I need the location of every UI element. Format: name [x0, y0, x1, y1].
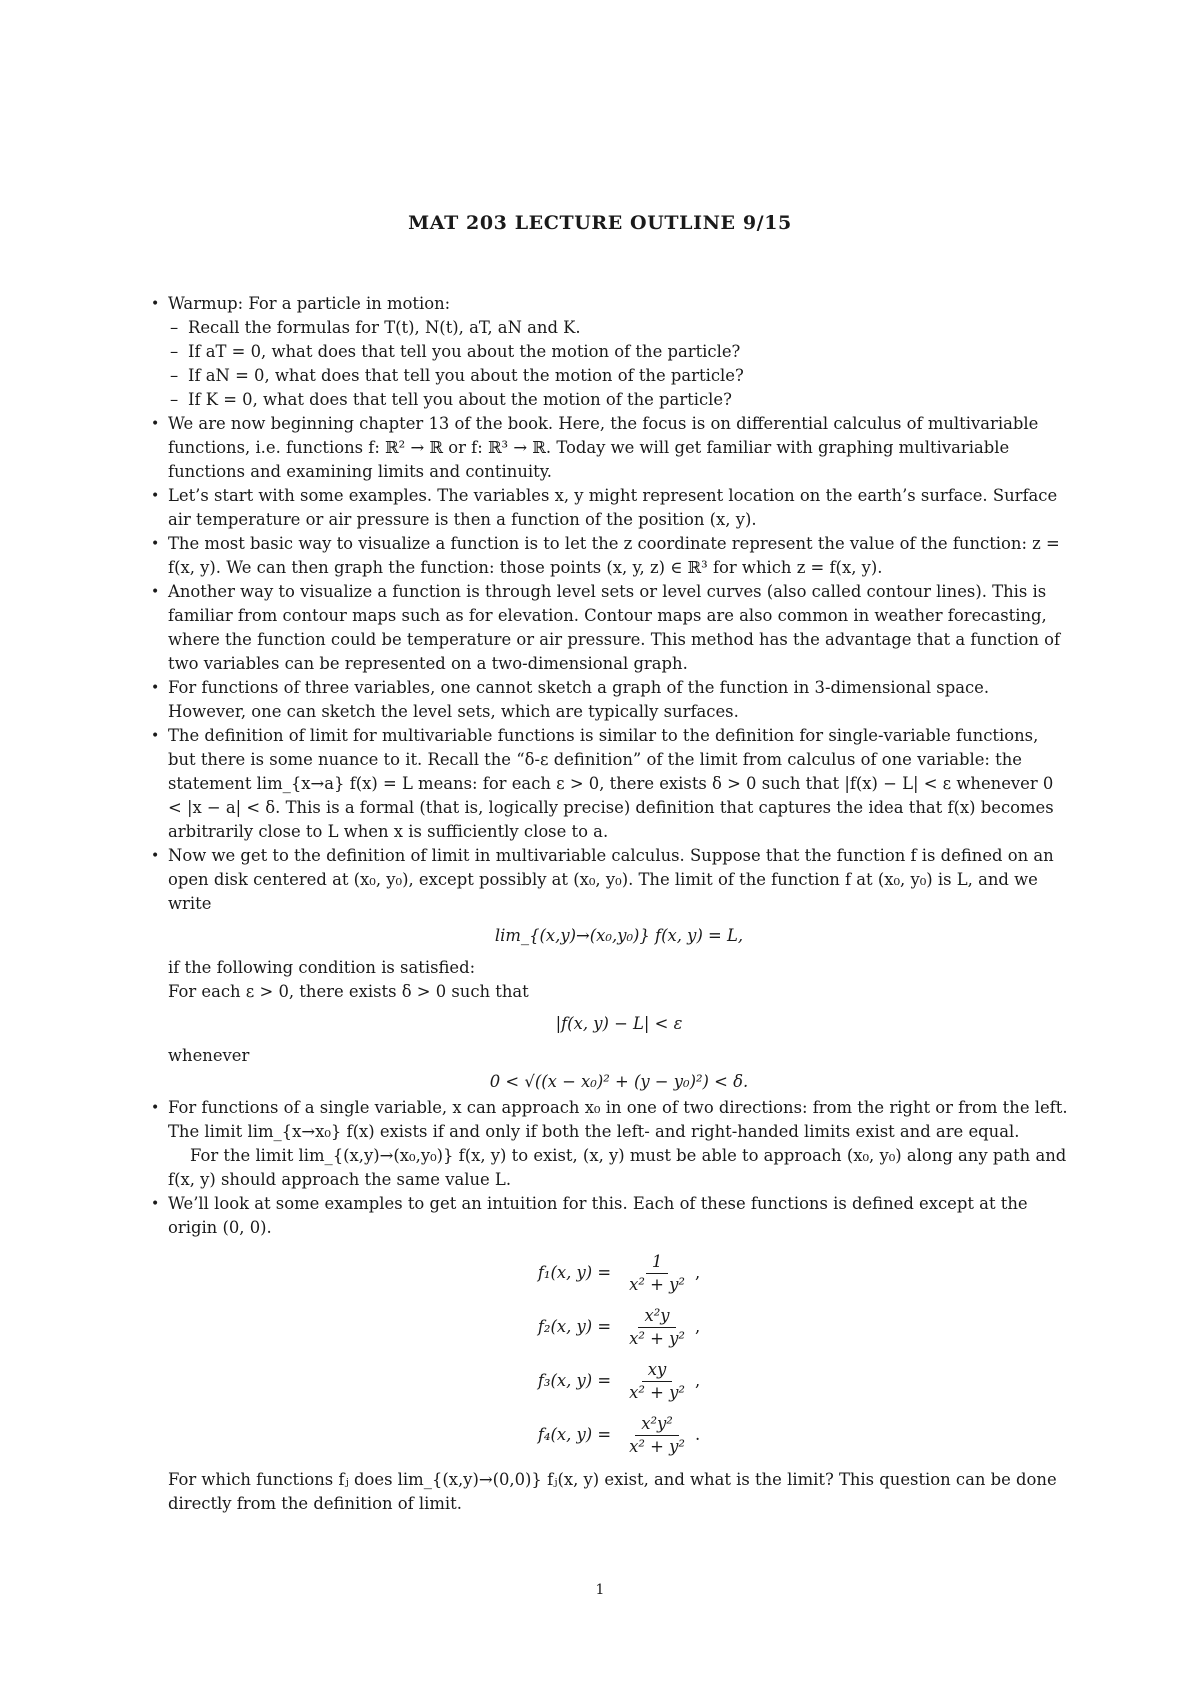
function-row: f₁(x, y) = $\frac{1}{\text{x² + y²}}$ ,	[537, 1251, 701, 1294]
sublist-item: – If aT = 0, what does that tell you about the motion of the particle?	[188, 340, 1070, 364]
example-functions	[168, 1246, 1070, 1462]
numerator: x²y²	[635, 1413, 679, 1436]
list-item	[151, 1096, 1070, 1192]
denominator: x² + y²	[629, 1382, 685, 1402]
numerator: x²y	[638, 1305, 675, 1328]
denominator: x² + y²	[629, 1328, 685, 1348]
denominator: x² + y²	[629, 1436, 685, 1456]
list-item	[151, 292, 1070, 412]
bullet-icon: •	[151, 584, 160, 600]
inequality-epsilon: |f(x, y) − L| < ε	[555, 1014, 683, 1033]
condition-text: For each ε > 0, there exists δ > 0 such that	[168, 982, 529, 1001]
bullet-icon: •	[151, 680, 160, 696]
function-name: f₃(x, y) =	[537, 1371, 612, 1390]
page-title: MAT 203 LECTURE OUTLINE 9/15	[408, 212, 792, 234]
function-row: f₄(x, y) = $\frac{\text{x²y²}}{\text{x² + y²}}$ .	[537, 1413, 701, 1456]
warmup-sublist	[168, 316, 1070, 412]
denominator: x² + y²	[629, 1274, 685, 1294]
bullet-icon: •	[151, 536, 160, 552]
list-item	[151, 412, 1070, 484]
page-number: 1	[595, 1582, 605, 1598]
function-row: f₃(x, y) = $\frac{xy}{\text{x² + y²}}$ ,	[537, 1359, 701, 1402]
list-item	[151, 1192, 1070, 1240]
list-item	[151, 724, 1070, 844]
sublist-item: – Recall the formulas for T(t), N(t), aT, aN and K.	[188, 316, 1070, 340]
item-text: We are now beginning chapter 13 of the book. Here, the focus is on differential calculus of multivariable functions, i.e. functions f: ℝ² → ℝ or f: ℝ³ → ℝ. Today we will get familiar with graphing multivariable functions and examining limits and continuity.	[168, 414, 1039, 481]
bullet-icon: •	[151, 488, 160, 504]
function-name: f₁(x, y) =	[537, 1263, 612, 1282]
function-row: f₂(x, y) = $\frac{\text{x²y}}{\text{x² + y²}}$ ,	[537, 1305, 701, 1348]
bullet-icon: •	[151, 728, 160, 744]
fraction	[623, 1305, 691, 1350]
function-name: f₂(x, y) =	[537, 1317, 612, 1336]
item-text: We’ll look at some examples to get an intuition for this. Each of these functions is defined except at the origin (0, 0).	[168, 1194, 1028, 1237]
list-item	[151, 484, 1070, 532]
item-text: Another way to visualize a function is through level sets or level curves (also called contour lines). This is familiar from contour maps such as for elevation. Contour maps are also common in weather forecasting, where the function could be temperature or air pressure. This method has the advantage that a function of two variables can be represented on a two-dimensional graph.	[168, 582, 1061, 673]
item-text: The definition of limit for multivariable functions is similar to the definition for single-variable functions, but there is some nuance to it. Recall the “δ-ε definition” of the limit from calculus of one variable: the statement lim_{x→a} f(x) = L means: for each ε > 0, there exists δ > 0 such that |f(x) − L| < ε whenever 0 < |x − a| < δ. This is a formal (that is, logically precise) definition that captures the idea that f(x) becomes arbitrarily close to L when x is sufficiently close to a.	[168, 726, 1054, 841]
item-text: Warmup: For a particle in motion:	[168, 294, 451, 313]
numerator: xy	[642, 1359, 673, 1382]
item-text: Now we get to the definition of limit in multivariable calculus. Suppose that the function f is defined on an open disk centered at (x₀, y₀), except possibly at (x₀, y₀). The limit of the function f at (x₀, y₀) is L, and we write	[168, 846, 1054, 913]
fraction	[623, 1251, 691, 1296]
whenever-text: whenever	[168, 1046, 250, 1065]
item-text: For functions of three variables, one cannot sketch a graph of the function in 3-dimensional space. However, one can sketch the level sets, which are typically surfaces.	[168, 678, 990, 721]
item-text: For functions of a single variable, x can approach x₀ in one of two directions: from the right or from the left. The limit lim_{x→x₀} f(x) exists if and only if both the left- and right-handed limits exist and are equal.	[168, 1098, 1068, 1141]
sublist-item: – If K = 0, what does that tell you about the motion of the particle?	[188, 388, 1070, 412]
bullet-list	[151, 292, 1070, 1240]
dash-icon: –	[170, 318, 179, 337]
main-content	[151, 292, 1070, 1516]
limit-equation: lim_{(x,y)→(x₀,y₀)} f(x, y) = L,	[494, 926, 744, 945]
dash-icon: –	[170, 342, 179, 361]
bullet-icon: •	[151, 1100, 160, 1116]
bullet-icon: •	[151, 1196, 160, 1212]
list-item	[151, 532, 1070, 580]
inequality-delta: 0 < √((x − x₀)² + (y − y₀)²) < δ.	[489, 1072, 749, 1091]
condition-intro: if the following condition is satisfied:	[168, 958, 476, 977]
path-paragraph: For the limit lim_{(x,y)→(x₀,y₀)} f(x, y) to exist, (x, y) must be able to approach (x₀, y₀) along any path and f(x, y) should approach the same value L.	[168, 1146, 1067, 1189]
dash-icon: –	[170, 390, 179, 409]
bullet-icon: •	[151, 296, 160, 312]
dash-icon: –	[170, 366, 179, 385]
numerator: 1	[646, 1251, 668, 1274]
list-item	[151, 676, 1070, 724]
closing-paragraph: For which functions fⱼ does lim_{(x,y)→(0,0)} fⱼ(x, y) exist, and what is the limit? This question can be done directly from the definition of limit.	[168, 1470, 1057, 1513]
item-text: Let’s start with some examples. The variables x, y might represent location on the earth’s surface. Surface air temperature or air pressure is then a function of the position (x, y).	[168, 486, 1058, 529]
sublist-item: – If aN = 0, what does that tell you about the motion of the particle?	[188, 364, 1070, 388]
item-text: The most basic way to visualize a function is to let the z coordinate represent the value of the function: z = f(x, y). We can then graph the function: those points (x, y, z) ∈ ℝ³ for which z = f(x, y).	[168, 534, 1060, 577]
list-item	[151, 580, 1070, 676]
function-name: f₄(x, y) =	[537, 1425, 612, 1444]
bullet-icon: •	[151, 416, 160, 432]
list-item	[151, 844, 1070, 1094]
bullet-icon: •	[151, 848, 160, 864]
fraction	[623, 1359, 691, 1404]
fraction	[623, 1413, 691, 1458]
